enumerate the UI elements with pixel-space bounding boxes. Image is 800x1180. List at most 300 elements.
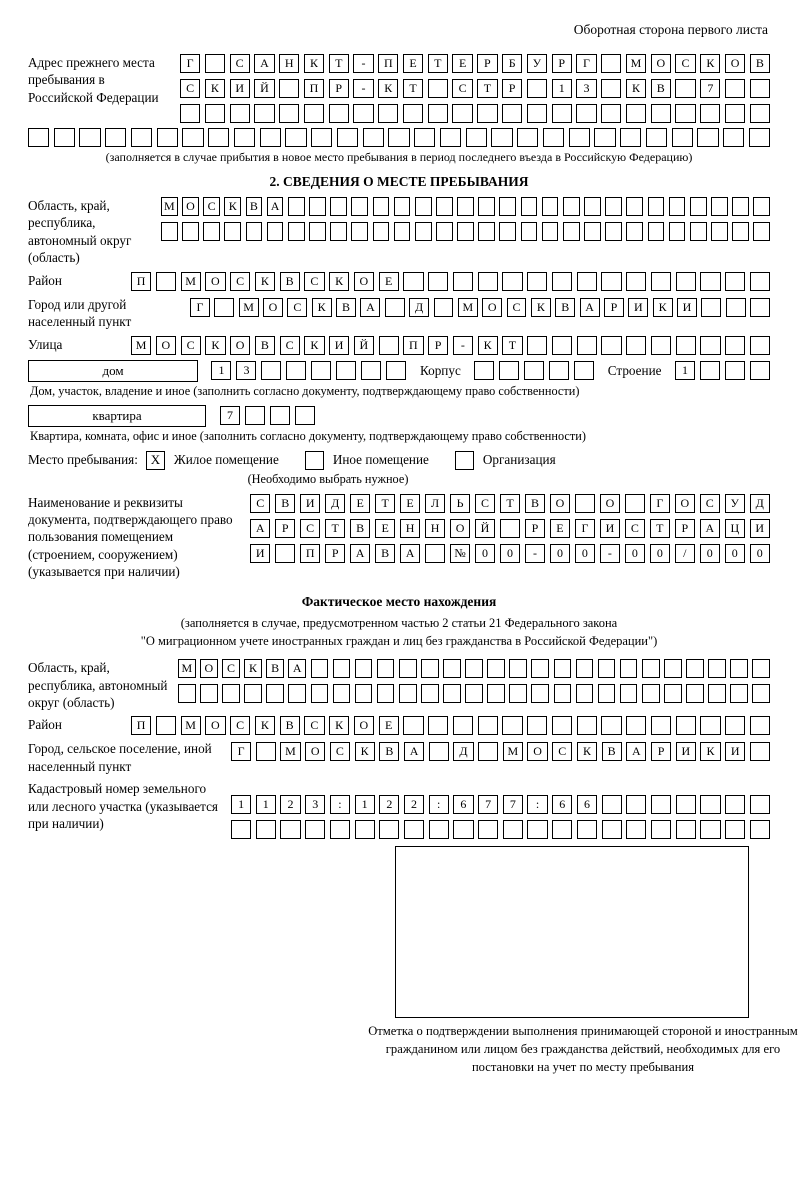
char-cell[interactable] bbox=[753, 197, 770, 216]
char-cell[interactable] bbox=[626, 272, 646, 291]
char-cell[interactable]: П bbox=[131, 716, 151, 735]
char-cell[interactable]: С bbox=[222, 659, 240, 678]
char-cell[interactable] bbox=[542, 197, 559, 216]
char-cell[interactable]: В bbox=[375, 544, 395, 563]
char-cell[interactable]: 1 bbox=[675, 361, 695, 380]
char-cell[interactable]: Ь bbox=[450, 494, 470, 513]
char-cell[interactable]: С bbox=[280, 336, 300, 355]
char-cell[interactable]: М bbox=[161, 197, 178, 216]
char-cell[interactable] bbox=[304, 104, 324, 123]
char-cell[interactable]: 3 bbox=[576, 79, 596, 98]
char-cell[interactable]: О bbox=[550, 494, 570, 513]
char-cell[interactable] bbox=[156, 716, 176, 735]
char-cell[interactable]: О bbox=[527, 742, 547, 761]
char-cell[interactable]: В bbox=[246, 197, 263, 216]
char-cell[interactable]: С bbox=[675, 54, 695, 73]
char-cell[interactable] bbox=[260, 128, 281, 147]
char-cell[interactable]: О bbox=[725, 54, 745, 73]
char-cell[interactable] bbox=[161, 222, 178, 241]
char-cell[interactable] bbox=[415, 197, 432, 216]
char-cell[interactable] bbox=[723, 128, 744, 147]
char-cell[interactable] bbox=[499, 222, 516, 241]
char-cell[interactable] bbox=[205, 54, 225, 73]
char-cell[interactable] bbox=[527, 716, 547, 735]
char-cell[interactable] bbox=[275, 544, 295, 563]
char-cell[interactable] bbox=[648, 197, 665, 216]
char-cell[interactable] bbox=[428, 272, 448, 291]
char-cell[interactable] bbox=[626, 716, 646, 735]
char-cell[interactable] bbox=[700, 104, 720, 123]
char-cell[interactable]: Е bbox=[350, 494, 370, 513]
char-cell[interactable] bbox=[752, 659, 770, 678]
char-cell[interactable] bbox=[330, 197, 347, 216]
char-cell[interactable] bbox=[726, 298, 746, 317]
char-cell[interactable] bbox=[598, 684, 616, 703]
char-cell[interactable]: Р bbox=[329, 79, 349, 98]
char-cell[interactable] bbox=[231, 820, 251, 839]
char-cell[interactable]: А bbox=[250, 519, 270, 538]
char-cell[interactable] bbox=[131, 128, 152, 147]
char-cell[interactable]: П bbox=[403, 336, 423, 355]
char-cell[interactable] bbox=[385, 298, 405, 317]
char-cell[interactable] bbox=[429, 742, 449, 761]
char-cell[interactable]: В bbox=[280, 716, 300, 735]
char-cell[interactable]: 1 bbox=[552, 79, 572, 98]
char-cell[interactable]: Л bbox=[425, 494, 445, 513]
char-cell[interactable] bbox=[686, 684, 704, 703]
char-cell[interactable] bbox=[425, 544, 445, 563]
char-cell[interactable] bbox=[414, 128, 435, 147]
char-cell[interactable]: В bbox=[275, 494, 295, 513]
char-cell[interactable] bbox=[288, 222, 305, 241]
char-cell[interactable]: В bbox=[602, 742, 622, 761]
char-cell[interactable]: Т bbox=[650, 519, 670, 538]
char-cell[interactable]: О bbox=[651, 54, 671, 73]
char-cell[interactable]: П bbox=[131, 272, 151, 291]
char-cell[interactable] bbox=[552, 716, 572, 735]
char-cell[interactable]: 2 bbox=[404, 795, 424, 814]
char-cell[interactable] bbox=[750, 742, 770, 761]
char-cell[interactable] bbox=[465, 659, 483, 678]
char-cell[interactable] bbox=[690, 197, 707, 216]
char-cell[interactable] bbox=[700, 795, 720, 814]
char-cell[interactable] bbox=[651, 716, 671, 735]
char-cell[interactable] bbox=[626, 197, 643, 216]
char-cell[interactable] bbox=[421, 659, 439, 678]
char-cell[interactable] bbox=[234, 128, 255, 147]
char-cell[interactable]: С bbox=[700, 494, 720, 513]
char-cell[interactable]: К bbox=[700, 54, 720, 73]
char-cell[interactable] bbox=[509, 659, 527, 678]
char-cell[interactable] bbox=[651, 272, 671, 291]
char-cell[interactable]: - bbox=[525, 544, 545, 563]
char-cell[interactable] bbox=[355, 820, 375, 839]
char-cell[interactable]: М bbox=[181, 716, 201, 735]
char-cell[interactable] bbox=[625, 494, 645, 513]
char-cell[interactable] bbox=[336, 361, 356, 380]
char-cell[interactable]: К bbox=[626, 79, 646, 98]
char-cell[interactable] bbox=[646, 128, 667, 147]
char-cell[interactable] bbox=[295, 406, 315, 425]
char-cell[interactable] bbox=[552, 336, 572, 355]
char-cell[interactable]: : bbox=[330, 795, 350, 814]
char-cell[interactable] bbox=[725, 336, 745, 355]
char-cell[interactable] bbox=[730, 684, 748, 703]
char-cell[interactable] bbox=[440, 128, 461, 147]
char-cell[interactable] bbox=[563, 222, 580, 241]
char-cell[interactable]: О bbox=[354, 716, 374, 735]
char-cell[interactable] bbox=[620, 128, 641, 147]
char-cell[interactable] bbox=[333, 659, 351, 678]
char-cell[interactable] bbox=[576, 659, 594, 678]
char-cell[interactable]: О bbox=[205, 716, 225, 735]
char-cell[interactable] bbox=[601, 272, 621, 291]
char-cell[interactable]: М bbox=[178, 659, 196, 678]
char-cell[interactable] bbox=[311, 659, 329, 678]
char-cell[interactable] bbox=[329, 104, 349, 123]
char-cell[interactable]: К bbox=[329, 716, 349, 735]
char-cell[interactable] bbox=[750, 336, 770, 355]
char-cell[interactable] bbox=[552, 820, 572, 839]
char-cell[interactable] bbox=[750, 361, 770, 380]
char-cell[interactable]: С bbox=[552, 742, 572, 761]
char-cell[interactable] bbox=[105, 128, 126, 147]
char-cell[interactable]: 0 bbox=[575, 544, 595, 563]
char-cell[interactable]: Р bbox=[428, 336, 448, 355]
char-cell[interactable]: Р bbox=[675, 519, 695, 538]
char-cell[interactable] bbox=[502, 104, 522, 123]
char-cell[interactable] bbox=[642, 659, 660, 678]
char-cell[interactable] bbox=[351, 222, 368, 241]
char-cell[interactable] bbox=[487, 659, 505, 678]
char-cell[interactable] bbox=[256, 820, 276, 839]
char-cell[interactable] bbox=[725, 272, 745, 291]
char-cell[interactable] bbox=[725, 716, 745, 735]
char-cell[interactable]: Т bbox=[375, 494, 395, 513]
char-cell[interactable] bbox=[725, 795, 745, 814]
char-cell[interactable] bbox=[256, 742, 276, 761]
char-cell[interactable] bbox=[672, 128, 693, 147]
char-cell[interactable]: 1 bbox=[256, 795, 276, 814]
char-cell[interactable]: О bbox=[230, 336, 250, 355]
char-cell[interactable]: С bbox=[507, 298, 527, 317]
char-cell[interactable]: В bbox=[555, 298, 575, 317]
char-cell[interactable] bbox=[355, 684, 373, 703]
char-cell[interactable]: Е bbox=[379, 716, 399, 735]
char-cell[interactable] bbox=[527, 336, 547, 355]
char-cell[interactable]: Р bbox=[604, 298, 624, 317]
char-cell[interactable] bbox=[180, 104, 200, 123]
char-cell[interactable] bbox=[394, 197, 411, 216]
char-cell[interactable] bbox=[377, 659, 395, 678]
char-cell[interactable]: Т bbox=[477, 79, 497, 98]
char-cell[interactable]: С bbox=[287, 298, 307, 317]
char-cell[interactable] bbox=[521, 222, 538, 241]
char-cell[interactable]: С bbox=[304, 272, 324, 291]
char-cell[interactable] bbox=[478, 742, 498, 761]
char-cell[interactable]: А bbox=[288, 659, 306, 678]
char-cell[interactable]: А bbox=[360, 298, 380, 317]
char-cell[interactable] bbox=[577, 272, 597, 291]
char-cell[interactable] bbox=[676, 716, 696, 735]
char-cell[interactable]: О bbox=[600, 494, 620, 513]
char-cell[interactable] bbox=[79, 128, 100, 147]
char-cell[interactable]: О bbox=[354, 272, 374, 291]
char-cell[interactable]: И bbox=[600, 519, 620, 538]
char-cell[interactable] bbox=[156, 272, 176, 291]
char-cell[interactable] bbox=[732, 197, 749, 216]
char-cell[interactable] bbox=[676, 272, 696, 291]
char-cell[interactable] bbox=[403, 272, 423, 291]
char-cell[interactable]: 2 bbox=[280, 795, 300, 814]
char-cell[interactable] bbox=[527, 104, 547, 123]
char-cell[interactable] bbox=[404, 820, 424, 839]
char-cell[interactable] bbox=[651, 795, 671, 814]
char-cell[interactable] bbox=[499, 361, 519, 380]
char-cell[interactable]: Г bbox=[190, 298, 210, 317]
char-cell[interactable] bbox=[499, 197, 516, 216]
char-cell[interactable] bbox=[626, 336, 646, 355]
char-cell[interactable] bbox=[182, 222, 199, 241]
char-cell[interactable] bbox=[453, 820, 473, 839]
char-cell[interactable] bbox=[466, 128, 487, 147]
char-cell[interactable]: К bbox=[312, 298, 332, 317]
char-cell[interactable]: С bbox=[475, 494, 495, 513]
char-cell[interactable] bbox=[700, 820, 720, 839]
char-cell[interactable]: Р bbox=[502, 79, 522, 98]
char-cell[interactable] bbox=[182, 128, 203, 147]
char-cell[interactable]: Е bbox=[403, 54, 423, 73]
char-cell[interactable] bbox=[598, 659, 616, 678]
char-cell[interactable] bbox=[279, 104, 299, 123]
char-cell[interactable] bbox=[428, 716, 448, 735]
char-cell[interactable] bbox=[28, 128, 49, 147]
char-cell[interactable]: 2 bbox=[379, 795, 399, 814]
char-cell[interactable]: А bbox=[400, 544, 420, 563]
char-cell[interactable]: К bbox=[329, 272, 349, 291]
char-cell[interactable]: Е bbox=[400, 494, 420, 513]
char-cell[interactable] bbox=[457, 197, 474, 216]
char-cell[interactable] bbox=[686, 659, 704, 678]
char-cell[interactable]: Й bbox=[475, 519, 495, 538]
char-cell[interactable] bbox=[203, 222, 220, 241]
char-cell[interactable]: М bbox=[239, 298, 259, 317]
char-cell[interactable] bbox=[205, 104, 225, 123]
char-cell[interactable] bbox=[279, 79, 299, 98]
char-cell[interactable] bbox=[474, 361, 494, 380]
char-cell[interactable]: 7 bbox=[220, 406, 240, 425]
char-cell[interactable] bbox=[373, 222, 390, 241]
char-cell[interactable]: У bbox=[725, 494, 745, 513]
char-cell[interactable] bbox=[577, 716, 597, 735]
char-cell[interactable]: Г bbox=[575, 519, 595, 538]
char-cell[interactable]: Б bbox=[502, 54, 522, 73]
char-cell[interactable] bbox=[54, 128, 75, 147]
char-cell[interactable]: О bbox=[156, 336, 176, 355]
char-cell[interactable]: Д bbox=[409, 298, 429, 317]
char-cell[interactable] bbox=[429, 820, 449, 839]
char-cell[interactable] bbox=[428, 104, 448, 123]
char-cell[interactable]: Д bbox=[453, 742, 473, 761]
char-cell[interactable]: О bbox=[263, 298, 283, 317]
char-cell[interactable]: С bbox=[452, 79, 472, 98]
char-cell[interactable]: С bbox=[330, 742, 350, 761]
char-cell[interactable]: О bbox=[450, 519, 470, 538]
char-cell[interactable]: : bbox=[429, 795, 449, 814]
char-cell[interactable] bbox=[465, 684, 483, 703]
char-cell[interactable] bbox=[708, 684, 726, 703]
char-cell[interactable] bbox=[549, 361, 569, 380]
char-cell[interactable]: Т bbox=[500, 494, 520, 513]
char-cell[interactable]: И bbox=[676, 742, 696, 761]
char-cell[interactable] bbox=[487, 684, 505, 703]
char-cell[interactable] bbox=[750, 104, 770, 123]
char-cell[interactable]: Г bbox=[180, 54, 200, 73]
char-cell[interactable] bbox=[524, 361, 544, 380]
char-cell[interactable]: Т bbox=[403, 79, 423, 98]
char-cell[interactable] bbox=[500, 519, 520, 538]
char-cell[interactable]: У bbox=[527, 54, 547, 73]
char-cell[interactable] bbox=[399, 684, 417, 703]
char-cell[interactable] bbox=[601, 716, 621, 735]
char-cell[interactable]: 0 bbox=[750, 544, 770, 563]
char-cell[interactable]: К bbox=[653, 298, 673, 317]
char-cell[interactable] bbox=[361, 361, 381, 380]
char-cell[interactable] bbox=[478, 222, 495, 241]
char-cell[interactable]: 6 bbox=[453, 795, 473, 814]
char-cell[interactable] bbox=[421, 684, 439, 703]
char-cell[interactable]: О bbox=[205, 272, 225, 291]
char-cell[interactable]: М bbox=[503, 742, 523, 761]
checkbox-organizatsiya[interactable] bbox=[455, 451, 474, 470]
char-cell[interactable] bbox=[753, 222, 770, 241]
char-cell[interactable] bbox=[690, 222, 707, 241]
char-cell[interactable]: В bbox=[525, 494, 545, 513]
char-cell[interactable]: А bbox=[580, 298, 600, 317]
char-cell[interactable] bbox=[244, 684, 262, 703]
char-cell[interactable] bbox=[355, 659, 373, 678]
char-cell[interactable] bbox=[675, 79, 695, 98]
char-cell[interactable]: Т bbox=[329, 54, 349, 73]
char-cell[interactable] bbox=[552, 104, 572, 123]
char-cell[interactable]: Т bbox=[325, 519, 345, 538]
char-cell[interactable] bbox=[353, 104, 373, 123]
char-cell[interactable] bbox=[626, 795, 646, 814]
char-cell[interactable] bbox=[452, 104, 472, 123]
char-cell[interactable]: О bbox=[305, 742, 325, 761]
char-cell[interactable]: 6 bbox=[577, 795, 597, 814]
char-cell[interactable] bbox=[399, 659, 417, 678]
char-cell[interactable] bbox=[651, 336, 671, 355]
char-cell[interactable]: С bbox=[625, 519, 645, 538]
char-cell[interactable]: М bbox=[458, 298, 478, 317]
char-cell[interactable] bbox=[288, 684, 306, 703]
char-cell[interactable]: Р bbox=[275, 519, 295, 538]
char-cell[interactable]: В bbox=[379, 742, 399, 761]
char-cell[interactable]: С bbox=[230, 272, 250, 291]
char-cell[interactable]: - bbox=[600, 544, 620, 563]
char-cell[interactable]: - bbox=[453, 336, 473, 355]
char-cell[interactable] bbox=[478, 272, 498, 291]
char-cell[interactable] bbox=[311, 361, 331, 380]
char-cell[interactable] bbox=[750, 820, 770, 839]
char-cell[interactable]: К bbox=[205, 336, 225, 355]
char-cell[interactable]: : bbox=[527, 795, 547, 814]
char-cell[interactable] bbox=[378, 104, 398, 123]
char-cell[interactable] bbox=[261, 361, 281, 380]
char-cell[interactable]: А bbox=[404, 742, 424, 761]
char-cell[interactable]: 0 bbox=[475, 544, 495, 563]
char-cell[interactable] bbox=[477, 104, 497, 123]
char-cell[interactable]: Н bbox=[400, 519, 420, 538]
char-cell[interactable]: Р bbox=[651, 742, 671, 761]
char-cell[interactable] bbox=[502, 716, 522, 735]
char-cell[interactable]: М bbox=[280, 742, 300, 761]
char-cell[interactable]: Р bbox=[525, 519, 545, 538]
char-cell[interactable]: 1 bbox=[355, 795, 375, 814]
char-cell[interactable]: К bbox=[531, 298, 551, 317]
char-cell[interactable]: 3 bbox=[305, 795, 325, 814]
char-cell[interactable]: А bbox=[350, 544, 370, 563]
char-cell[interactable]: 0 bbox=[725, 544, 745, 563]
char-cell[interactable] bbox=[309, 222, 326, 241]
char-cell[interactable] bbox=[563, 197, 580, 216]
char-cell[interactable]: О bbox=[675, 494, 695, 513]
char-cell[interactable] bbox=[388, 128, 409, 147]
char-cell[interactable] bbox=[379, 820, 399, 839]
char-cell[interactable]: В bbox=[280, 272, 300, 291]
char-cell[interactable] bbox=[288, 197, 305, 216]
char-cell[interactable]: С bbox=[250, 494, 270, 513]
char-cell[interactable] bbox=[676, 820, 696, 839]
char-cell[interactable] bbox=[700, 336, 720, 355]
char-cell[interactable] bbox=[750, 79, 770, 98]
char-cell[interactable]: М bbox=[626, 54, 646, 73]
char-cell[interactable]: И bbox=[677, 298, 697, 317]
char-cell[interactable] bbox=[601, 104, 621, 123]
char-cell[interactable]: П bbox=[378, 54, 398, 73]
char-cell[interactable] bbox=[700, 361, 720, 380]
char-cell[interactable]: В bbox=[750, 54, 770, 73]
char-cell[interactable]: № bbox=[450, 544, 470, 563]
char-cell[interactable] bbox=[521, 197, 538, 216]
char-cell[interactable] bbox=[554, 659, 572, 678]
char-cell[interactable] bbox=[453, 272, 473, 291]
char-cell[interactable] bbox=[626, 222, 643, 241]
char-cell[interactable] bbox=[620, 659, 638, 678]
char-cell[interactable]: К bbox=[244, 659, 262, 678]
char-cell[interactable]: С bbox=[181, 336, 201, 355]
char-cell[interactable] bbox=[157, 128, 178, 147]
char-cell[interactable] bbox=[403, 104, 423, 123]
char-cell[interactable] bbox=[443, 659, 461, 678]
char-cell[interactable] bbox=[527, 79, 547, 98]
char-cell[interactable] bbox=[605, 197, 622, 216]
char-cell[interactable] bbox=[403, 716, 423, 735]
char-cell[interactable] bbox=[311, 128, 332, 147]
char-cell[interactable]: К bbox=[304, 54, 324, 73]
char-cell[interactable] bbox=[752, 684, 770, 703]
char-cell[interactable]: Ц bbox=[725, 519, 745, 538]
char-cell[interactable] bbox=[626, 820, 646, 839]
char-cell[interactable]: О bbox=[182, 197, 199, 216]
char-cell[interactable] bbox=[491, 128, 512, 147]
char-cell[interactable] bbox=[711, 197, 728, 216]
char-cell[interactable]: В bbox=[651, 79, 671, 98]
char-cell[interactable]: С bbox=[230, 54, 250, 73]
char-cell[interactable]: И bbox=[628, 298, 648, 317]
char-cell[interactable]: 0 bbox=[550, 544, 570, 563]
